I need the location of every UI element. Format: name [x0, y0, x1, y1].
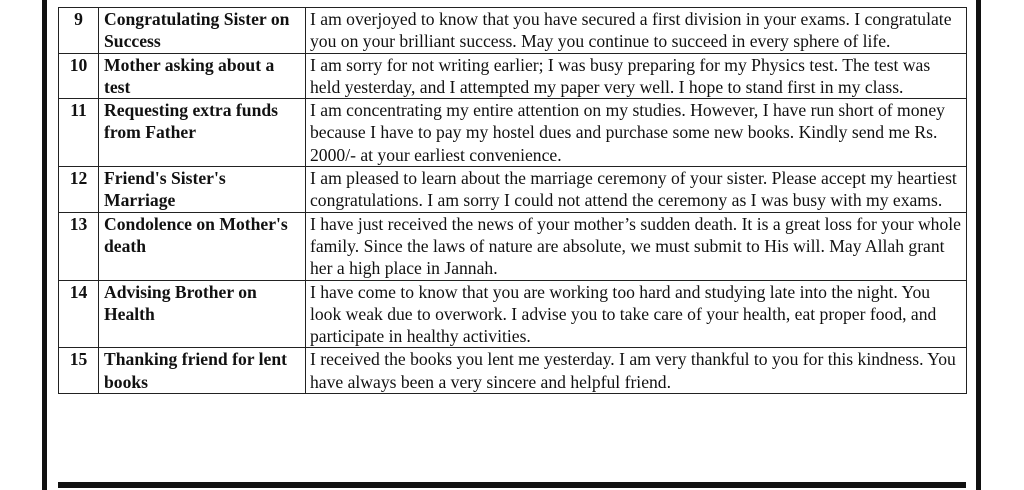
page-border-bottom	[58, 482, 966, 488]
table-row	[59, 8, 967, 54]
letters-table-container	[58, 7, 966, 394]
letter-text: I have just received the news of your mother’s sudden death. It is a great loss for your whole family. Since the laws of nature are absolute, we must submit to His will. May Allah grant her a high place in Jannah.	[306, 212, 967, 280]
letter-text: I received the books you lent me yesterday. I am very thankful to you for this kindness. You have always been a very sincere and helpful friend.	[306, 348, 967, 394]
letter-topic: Requesting extra funds from Father	[99, 99, 306, 167]
table-row	[59, 212, 967, 280]
letters-table	[58, 7, 967, 394]
table-row	[59, 99, 967, 167]
letter-text: I am sorry for not writing earlier; I was busy preparing for my Physics test. The test was held yesterday, and I attempted my paper very well. I hope to stand first in my class.	[306, 53, 967, 99]
row-number: 15	[59, 348, 99, 394]
row-number: 14	[59, 280, 99, 348]
row-number: 13	[59, 212, 99, 280]
table-row	[59, 280, 967, 348]
row-number: 12	[59, 167, 99, 213]
letter-topic: Friend's Sister's Marriage	[99, 167, 306, 213]
letter-text: I have come to know that you are working too hard and studying late into the night. You look weak due to overwork. I advise you to take care of your health, eat proper food, and participate in healthy activities.	[306, 280, 967, 348]
row-number: 10	[59, 53, 99, 99]
letter-topic: Congratulating Sister on Success	[99, 8, 306, 54]
row-number: 9	[59, 8, 99, 54]
table-row	[59, 167, 967, 213]
letter-topic: Advising Brother on Health	[99, 280, 306, 348]
table-row	[59, 53, 967, 99]
row-number: 11	[59, 99, 99, 167]
letter-topic: Mother asking about a test	[99, 53, 306, 99]
letter-text: I am concentrating my entire attention on my studies. However, I have run short of money because I have to pay my hostel dues and purchase some new books. Kindly send me Rs. 2000/- at your earliest convenience.	[306, 99, 967, 167]
table-row	[59, 348, 967, 394]
letter-topic: Thanking friend for lent books	[99, 348, 306, 394]
page-border-right	[976, 0, 981, 490]
letter-text: I am overjoyed to know that you have secured a first division in your exams. I congratulate you on your brilliant success. May you continue to succeed in every sphere of life.	[306, 8, 967, 54]
letter-topic: Condolence on Mother's death	[99, 212, 306, 280]
letter-text: I am pleased to learn about the marriage ceremony of your sister. Please accept my heartiest congratulations. I am sorry I could not attend the ceremony as I was busy with my exams.	[306, 167, 967, 213]
page-border-left	[42, 0, 47, 490]
